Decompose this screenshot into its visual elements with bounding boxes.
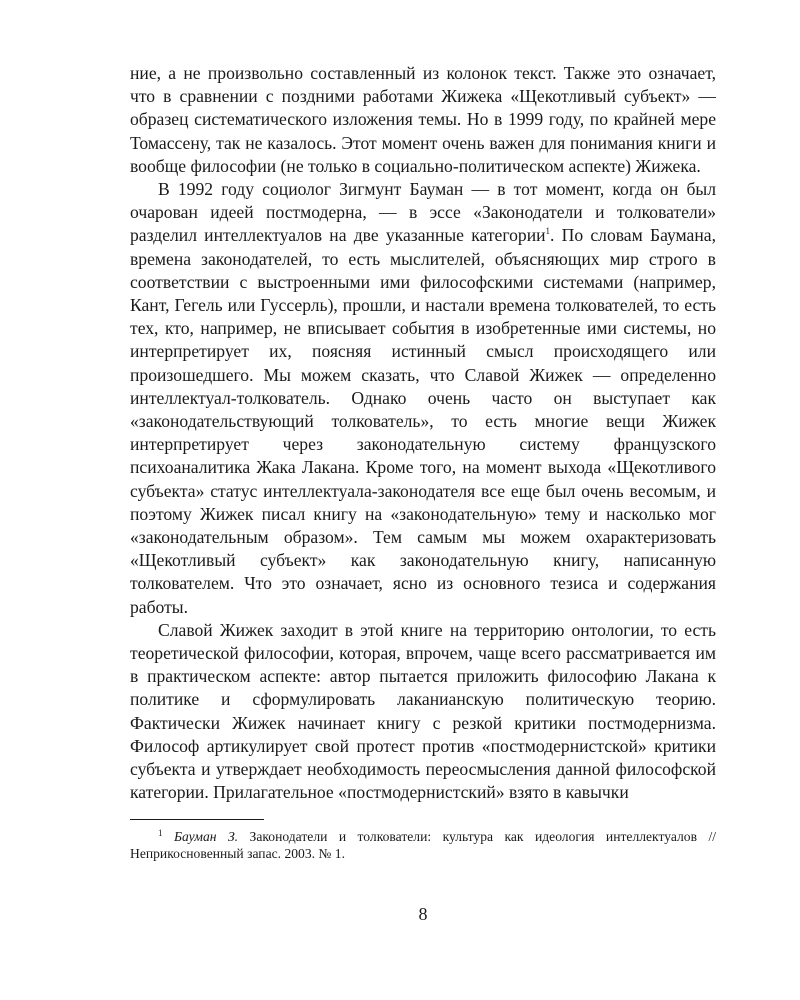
main-text bbox=[130, 62, 716, 805]
footnote-divider bbox=[130, 819, 264, 820]
paragraph-2 bbox=[130, 178, 716, 619]
paragraph-2-part-1: В 1992 году социолог Зигмунт Бауман — в тот момент, когда он был очарован идеей постмодерна, — в эссе «Законодатели и толкователи» разделил интеллектуалов на две указанные категории bbox=[130, 179, 716, 246]
page-number: 8 bbox=[418, 904, 428, 924]
footnote-text: Законодатели и толкователи: культура как идеология интеллектуалов // Неприкосновенный запас. 2003. № 1. bbox=[130, 828, 717, 861]
paragraph-1: ние, а не произвольно составленный из колонок текст. Также это означает, что в сравнении с поздними работами Жижека «Щекотливый субъект» — образец систематического изложения темы. Но в 1999 году, по крайней мере Томассену, так не казалось. Этот момент очень важен для понимания книги и вообще философии (не только в социально-политическом аспекте) Жижека. bbox=[130, 63, 716, 176]
footnote-author: Бауман З. bbox=[173, 828, 239, 844]
book-page bbox=[130, 62, 716, 862]
footnote-reference[interactable]: 1 bbox=[545, 226, 551, 237]
footnote-number: 1 bbox=[158, 827, 163, 838]
footnote bbox=[130, 828, 716, 862]
paragraph-3: Славой Жижек заходит в этой книге на территорию онтологии, то есть теоретической философии, которая, впрочем, чаще всего рассматривается им в практическом аспекте: автор пытается приложить философию Лакана к политике и сформулировать лаканианскую политическую теорию. Фактически Жижек начинает книгу с резкой критики постмодернизма. Философ артикулирует свой протест против «постмодернистской» критики субъекта и утверждает необходимость переосмысления данной философской категории. Прилагательное «постмодернистский» взято в кавычки bbox=[130, 619, 716, 803]
paragraph-2-part-2: . По словам Баумана, времена законодателей, то есть мыслителей, объясняющих мир строго в соответствии с выстроенными ими философскими системами (например, Кант, Гегель или Гуссерль), прошли, и настали времена толкователей, то есть тех, кто, например, не вписывает события в изобретенные ими системы, но интерпретирует их, поясняя истинный смысл происходящего или произошедшего. Мы можем сказать, что Славой Жижек — определенно интеллектуал-толкователь. Однако очень часто он выступает как «законодательствующий толкователь», то есть многие вещи Жижек интерпретирует через законодательную систему французского психоаналитика Жака Лакана. Кроме того, на момент выхода «Щекотливого субъекта» статус интеллектуала-законодателя все еще был очень весомым, и поэтому Жижек писал книгу на «законодательную» тему и насколько мог «законодательным образом». Тем самым мы можем охарактеризовать «Щекотливый субъект» как законодательную книгу, написанную толкователем. Что это означает, ясно из основного тезиса и содержания работы. bbox=[130, 225, 716, 617]
